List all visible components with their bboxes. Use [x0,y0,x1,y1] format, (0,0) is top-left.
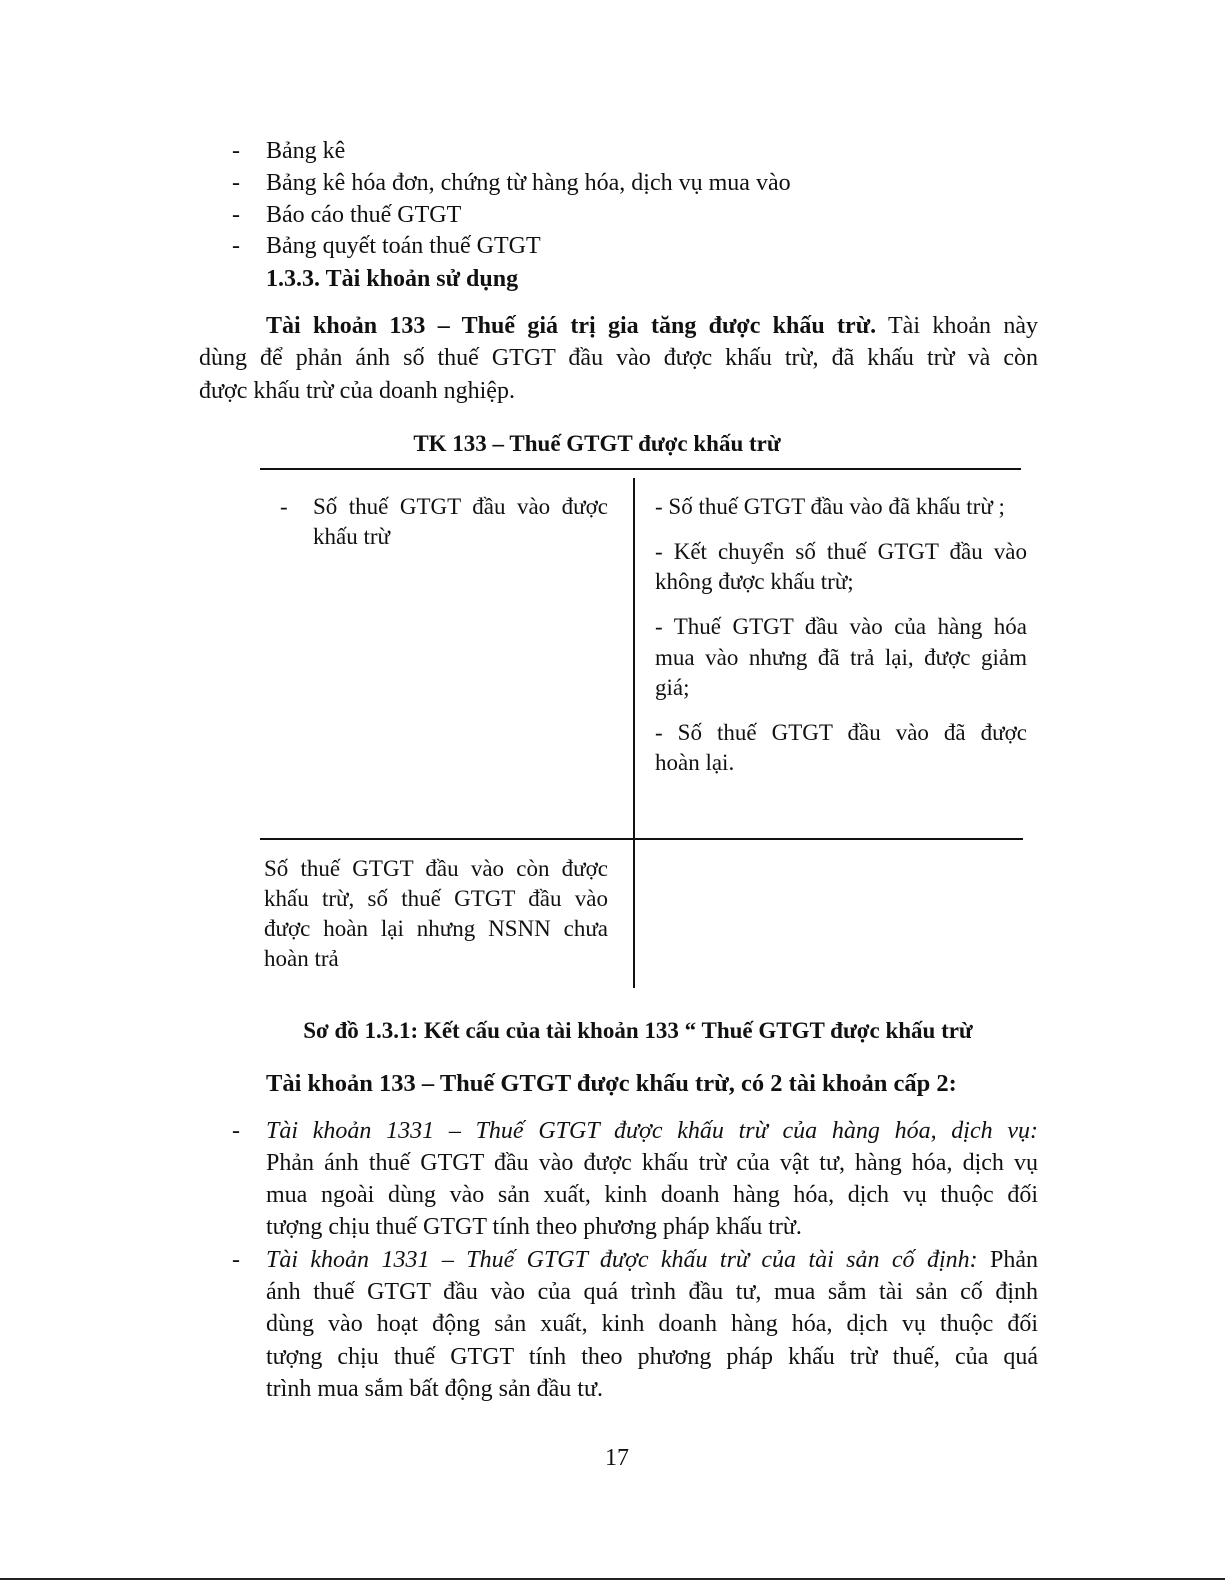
debit-marker: - [280,494,288,519]
subaccount-line: ánh thuế GTGT đầu vào của quá trình đầu tư, mua sắm tài sản cố định [266,1279,1038,1305]
list-marker: - [232,233,240,259]
page-number: 17 [605,1445,629,1471]
subaccount-first-line [266,1245,1038,1276]
paragraph-line-2: dùng để phản ánh số thuế GTGT đầu vào được khấu trừ, đã khấu trừ và còn [199,345,1038,371]
list-marker: - [232,1118,240,1144]
paragraph-line-1 [266,311,1038,342]
list-marker: - [232,138,240,164]
t-account-title: TK 133 – Thuế GTGT được khấu trừ [413,431,781,456]
paragraph-line-3: được khấu trừ của doanh nghiệp. [199,378,515,404]
debit-line: khấu trừ [313,524,390,549]
subaccounts-heading: Tài khoản 133 – Thuế GTGT được khấu trừ, có 2 tài khoản cấp 2: [266,1070,957,1097]
t-account-balance-rule [260,838,1023,840]
subaccount-tail: Phản [990,1247,1038,1273]
paragraph-tail: Tài khoản này [888,313,1038,339]
paragraph-bold-lead: Tài khoản 133 – Thuế giá trị gia tăng được khấu trừ. [266,313,877,339]
subaccount-line: trình mua sắm bất động sản đầu tư. [266,1376,603,1402]
list-item: Bảng kê hóa đơn, chứng từ hàng hóa, dịch vụ mua vào [266,170,791,196]
balance-line: khấu trừ, số thuế GTGT đầu vào [264,886,608,911]
balance-line: được hoàn lại nhưng NSNN chưa [264,916,608,941]
subaccount-line: dùng vào hoạt động sản xuất, kinh doanh hàng hóa, dịch vụ thuộc đối [266,1311,1038,1337]
diagram-caption: Sơ đồ 1.3.1: Kết cấu của tài khoản 133 “ Thuế GTGT được khấu trừ [303,1018,973,1043]
subaccount-title: Tài khoản 1331 – Thuế GTGT được khấu trừ của tài sản cố định: [266,1247,978,1273]
section-heading: 1.3.3. Tài khoản sử dụng [266,266,519,292]
credit-line: - Thuế GTGT đầu vào của hàng hóa [655,614,1027,639]
list-item: Báo cáo thuế GTGT [266,202,462,228]
credit-line: - Số thuế GTGT đầu vào đã khấu trừ ; [655,494,1005,519]
subaccount-line: tượng chịu thuế GTGT tính theo phương pháp khấu trừ. [266,1214,802,1240]
subaccount-line: Phản ánh thuế GTGT đầu vào được khấu trừ của vật tư, hàng hóa, dịch vụ [266,1150,1038,1176]
list-marker: - [232,202,240,228]
t-account-divider [633,478,635,988]
list-marker: - [232,170,240,196]
list-marker: - [232,1247,240,1273]
credit-line: - Số thuế GTGT đầu vào đã được [655,720,1027,745]
credit-line: - Kết chuyển số thuế GTGT đầu vào [655,539,1027,564]
t-account-top-rule [260,468,1021,470]
credit-line: giá; [655,675,690,700]
balance-line: hoàn trả [264,946,339,971]
page-bottom-edge [0,1578,1225,1580]
list-item: Bảng quyết toán thuế GTGT [266,233,541,259]
subaccount-line: tượng chịu thuế GTGT tính theo phương pháp khấu trừ thuế, của quá [266,1344,1038,1370]
credit-line: hoàn lại. [655,750,735,775]
credit-line: mua vào nhưng đã trả lại, được giảm [655,645,1027,670]
credit-line: không được khấu trừ; [655,569,854,594]
balance-line: Số thuế GTGT đầu vào còn được [264,856,608,881]
list-item: Bảng kê [266,138,346,164]
subaccount-line: mua ngoài dùng vào sản xuất, kinh doanh hàng hóa, dịch vụ thuộc đối [266,1182,1038,1208]
subaccount-title: Tài khoản 1331 – Thuế GTGT được khấu trừ của hàng hóa, dịch vụ: [266,1118,1038,1144]
debit-line: Số thuế GTGT đầu vào được [313,494,608,519]
